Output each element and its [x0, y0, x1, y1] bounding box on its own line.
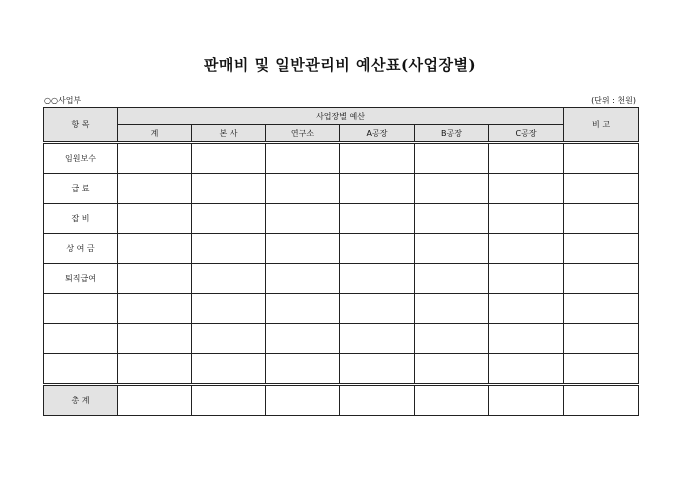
table-cell[interactable] — [415, 234, 489, 264]
table-cell[interactable] — [118, 234, 192, 264]
table-cell[interactable] — [415, 204, 489, 234]
table-cell[interactable] — [266, 385, 340, 416]
table-cell[interactable] — [192, 174, 266, 204]
table-cell[interactable] — [118, 294, 192, 324]
table-cell[interactable] — [489, 174, 564, 204]
table-cell[interactable] — [415, 174, 489, 204]
row-label — [44, 324, 118, 354]
table-cell[interactable] — [118, 264, 192, 294]
column-header-factory-a: A공장 — [340, 125, 415, 143]
row-label: 퇴직급여 — [44, 264, 118, 294]
table-cell[interactable] — [340, 174, 415, 204]
column-header-factory-b: B공장 — [415, 125, 489, 143]
table-cell[interactable] — [192, 143, 266, 174]
table-row — [44, 324, 639, 354]
table-cell[interactable] — [489, 143, 564, 174]
table-cell[interactable] — [340, 204, 415, 234]
table-row — [44, 174, 639, 204]
row-label — [44, 354, 118, 385]
row-label — [44, 294, 118, 324]
table-cell[interactable] — [192, 294, 266, 324]
table-cell[interactable] — [415, 143, 489, 174]
table-row — [44, 234, 639, 264]
table-row — [44, 294, 639, 324]
table-cell[interactable] — [340, 264, 415, 294]
table-row — [44, 264, 639, 294]
row-label: 잡 비 — [44, 204, 118, 234]
table-cell[interactable] — [564, 324, 639, 354]
table-cell[interactable] — [564, 143, 639, 174]
table-cell[interactable] — [266, 294, 340, 324]
table-cell[interactable] — [415, 354, 489, 385]
table-row — [44, 143, 639, 174]
column-header-factory-c: C공장 — [489, 125, 564, 143]
table-cell[interactable] — [564, 204, 639, 234]
table-cell[interactable] — [266, 234, 340, 264]
table-cell[interactable] — [266, 174, 340, 204]
table-cell[interactable] — [192, 385, 266, 416]
table-cell[interactable] — [340, 234, 415, 264]
table-row — [44, 204, 639, 234]
table-cell[interactable] — [489, 294, 564, 324]
column-header-headquarters: 본 사 — [192, 125, 266, 143]
budget-table — [43, 107, 639, 416]
table-cell[interactable] — [415, 385, 489, 416]
table-cell[interactable] — [489, 385, 564, 416]
total-row-label: 총 계 — [44, 385, 118, 416]
table-cell[interactable] — [489, 354, 564, 385]
table-cell[interactable] — [118, 143, 192, 174]
table-cell[interactable] — [192, 234, 266, 264]
table-cell[interactable] — [118, 354, 192, 385]
table-cell[interactable] — [192, 264, 266, 294]
table-cell[interactable] — [266, 143, 340, 174]
table-row — [44, 354, 639, 385]
row-label: 임원보수 — [44, 143, 118, 174]
row-label: 상 여 금 — [44, 234, 118, 264]
table-cell[interactable] — [118, 204, 192, 234]
table-cell[interactable] — [415, 264, 489, 294]
table-cell[interactable] — [118, 174, 192, 204]
table-cell[interactable] — [192, 324, 266, 354]
header-item: 항 목 — [44, 108, 118, 143]
column-header-research-lab: 연구소 — [266, 125, 340, 143]
column-header-total: 계 — [118, 125, 192, 143]
header-site-budget: 사업장별 예산 — [118, 108, 564, 125]
table-cell[interactable] — [266, 264, 340, 294]
table-cell[interactable] — [192, 354, 266, 385]
page-title: 판매비 및 일반관리비 예산표(사업장별) — [203, 56, 477, 74]
table-cell[interactable] — [489, 264, 564, 294]
table-cell[interactable] — [340, 294, 415, 324]
table-cell[interactable] — [192, 204, 266, 234]
table-cell[interactable] — [564, 264, 639, 294]
table-cell[interactable] — [489, 234, 564, 264]
table-cell[interactable] — [564, 354, 639, 385]
table-cell[interactable] — [266, 354, 340, 385]
unit-note: (단위 : 천원) — [591, 96, 636, 105]
table-cell[interactable] — [340, 324, 415, 354]
header-remark: 비 고 — [564, 108, 639, 143]
table-cell[interactable] — [118, 324, 192, 354]
table-cell[interactable] — [415, 294, 489, 324]
table-cell[interactable] — [415, 324, 489, 354]
department-label: ○○사업부 — [44, 96, 82, 105]
table-cell[interactable] — [564, 294, 639, 324]
table-cell[interactable] — [118, 385, 192, 416]
table-cell[interactable] — [266, 324, 340, 354]
table-cell[interactable] — [564, 385, 639, 416]
table-cell[interactable] — [564, 234, 639, 264]
table-cell[interactable] — [340, 385, 415, 416]
table-cell[interactable] — [489, 324, 564, 354]
table-cell[interactable] — [489, 204, 564, 234]
table-cell[interactable] — [340, 354, 415, 385]
table-cell[interactable] — [564, 174, 639, 204]
table-cell[interactable] — [266, 204, 340, 234]
row-label: 급 료 — [44, 174, 118, 204]
table-cell[interactable] — [340, 143, 415, 174]
